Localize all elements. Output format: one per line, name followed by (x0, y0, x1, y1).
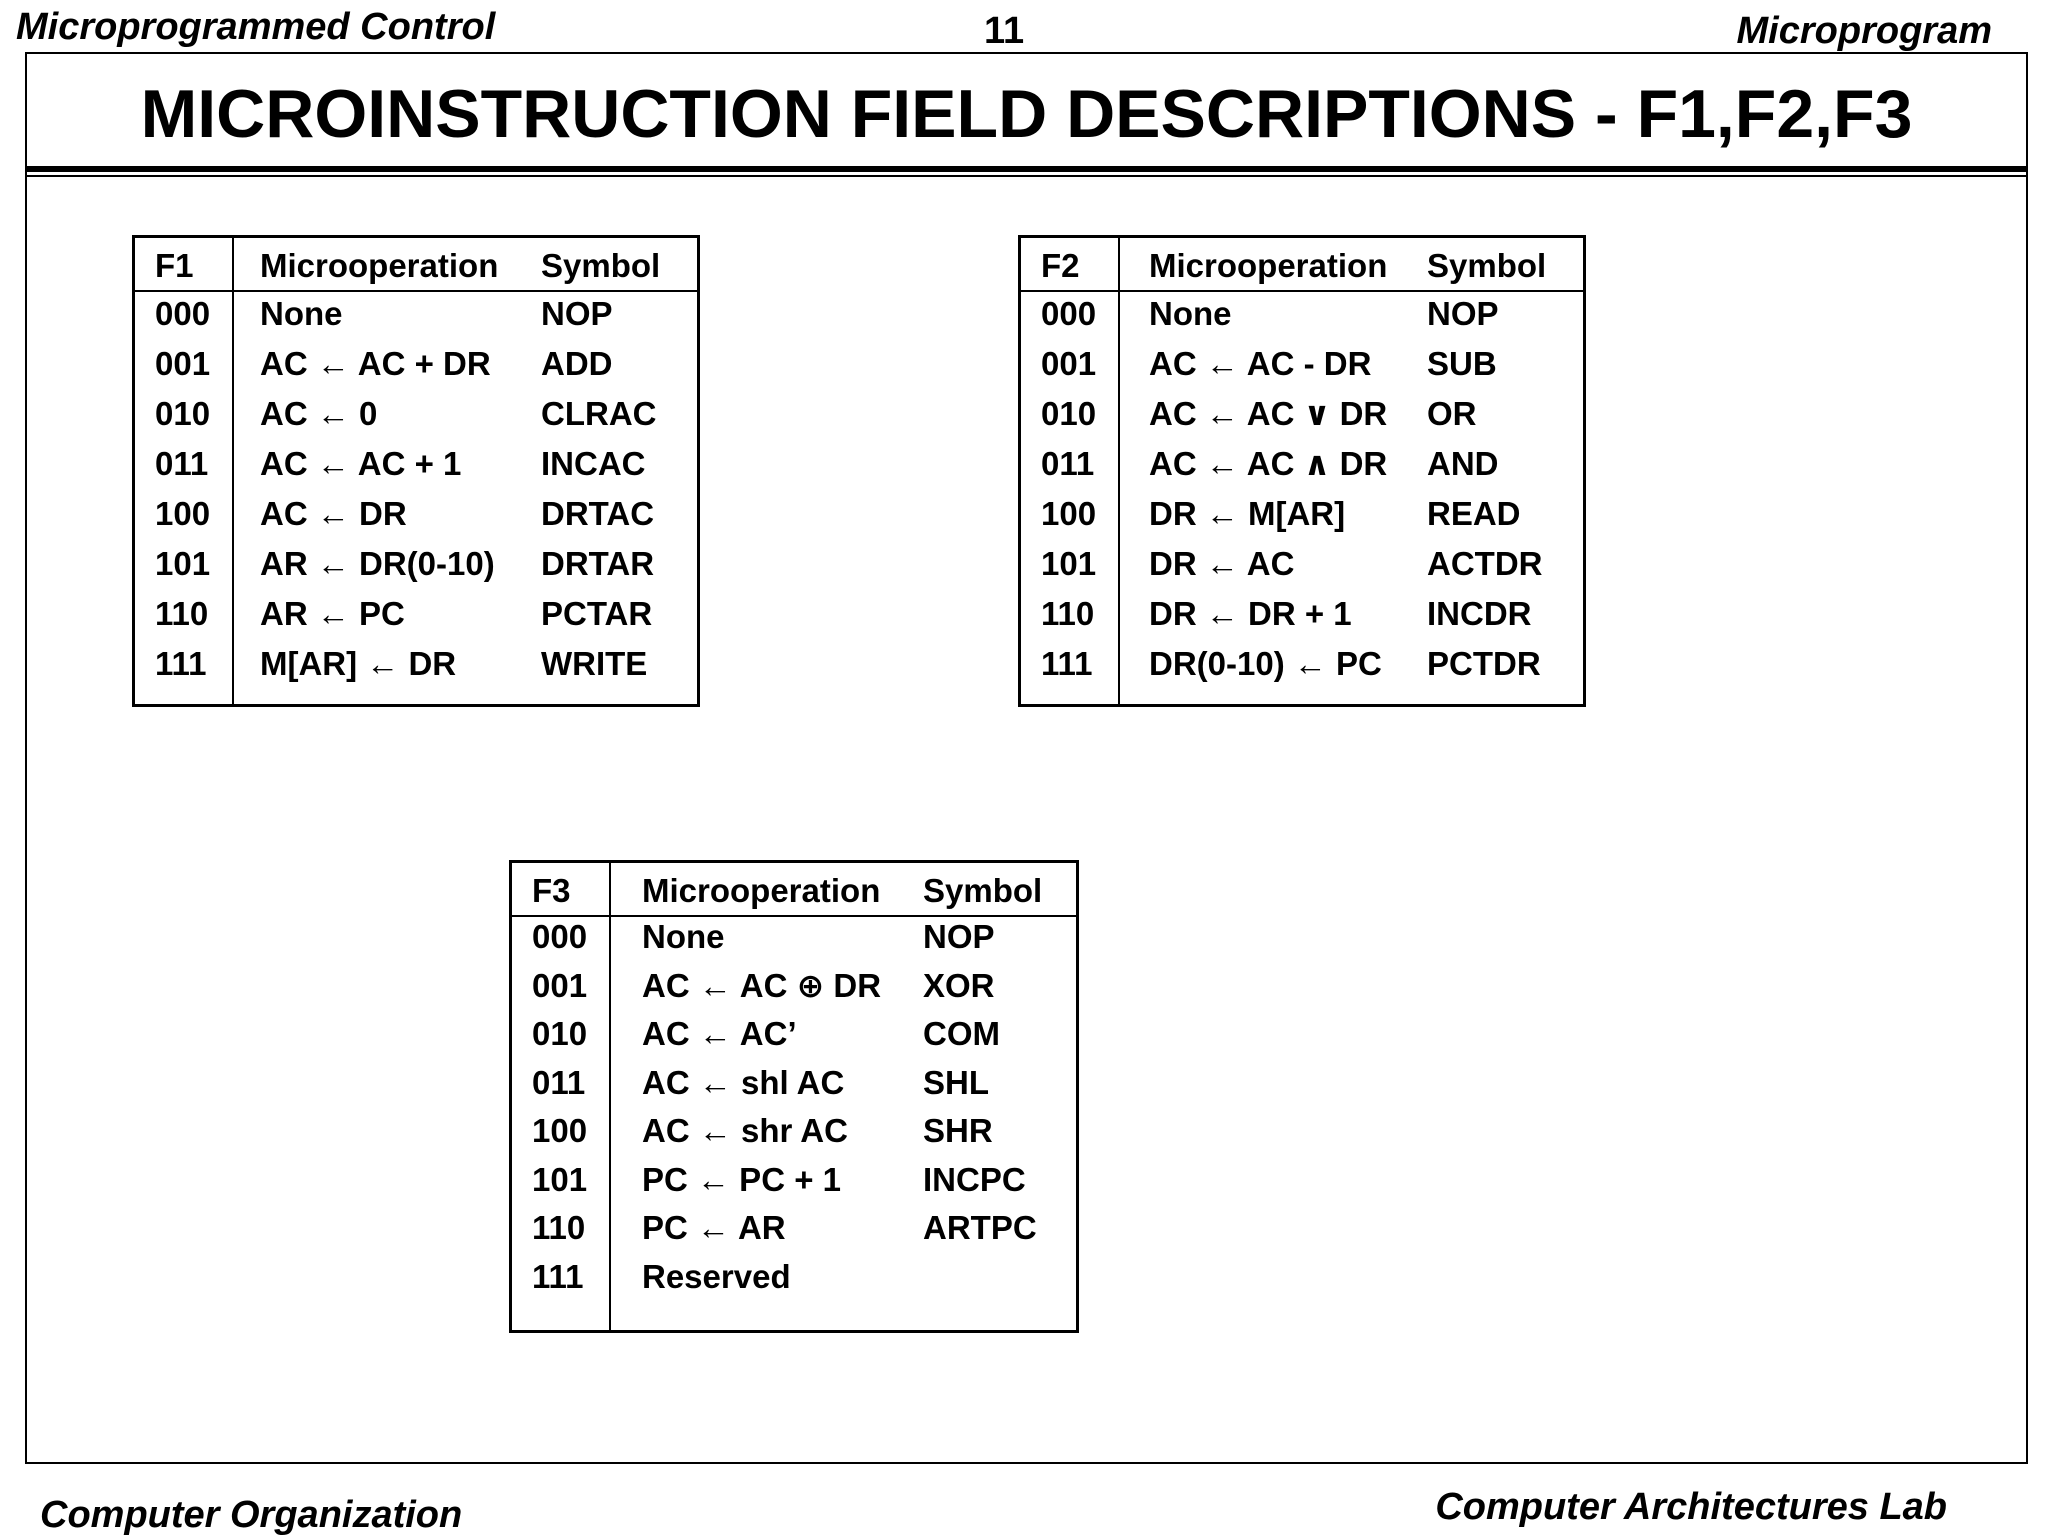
microoperation-cell: AC ← DR (260, 495, 407, 532)
code-cell: 110 (155, 595, 209, 632)
header-microoperation: Microoperation (1149, 247, 1388, 284)
table-row (512, 1257, 1076, 1297)
microoperation-cell: PC ← PC + 1 (642, 1160, 841, 1198)
header-divider (1021, 290, 1583, 292)
microoperation-cell: AC ← shr AC (642, 1112, 848, 1149)
page-number: 11 (984, 10, 1025, 52)
microoperation-cell: AR ← PC (260, 595, 405, 632)
table-row (135, 444, 697, 484)
symbol-cell: CLRAC (541, 395, 657, 432)
microoperation-cell: M[AR] ← DR (260, 645, 457, 682)
header-symbol: Symbol (923, 872, 1043, 909)
code-cell: 001 (532, 966, 588, 1004)
symbol-cell: PCTAR (541, 595, 653, 632)
microoperation-cell: AC ← AC’ (642, 1015, 797, 1052)
footer-left-text: Computer Organization (40, 1494, 463, 1536)
table-row (135, 344, 697, 384)
symbol-cell: AND (1427, 445, 1499, 482)
f3-table (509, 860, 1079, 1333)
microoperation-cell: AR ← DR(0-10) (260, 545, 495, 582)
code-cell: 000 (155, 295, 211, 332)
symbol-cell: INCDR (1427, 595, 1532, 632)
microoperation-cell: None (642, 918, 725, 955)
title-underline-thin (25, 175, 2028, 177)
header-divider (135, 290, 697, 292)
symbol-cell: WRITE (541, 645, 648, 682)
microoperation-cell: PC ← AR (642, 1209, 786, 1246)
symbol-cell: SHL (923, 1063, 989, 1101)
table-row (135, 544, 697, 584)
footer-right-text: Computer Architectures Lab (1435, 1486, 1947, 1528)
code-cell: 110 (1041, 595, 1095, 632)
header-field: F1 (155, 247, 194, 284)
header-symbol: Symbol (541, 247, 661, 284)
code-cell: 010 (155, 395, 211, 432)
table-row (512, 1014, 1076, 1054)
table-row (512, 917, 1076, 957)
table-row (1021, 594, 1583, 634)
table-row (135, 594, 697, 634)
title-underline-thick (25, 166, 2028, 172)
code-cell: 101 (1041, 545, 1097, 582)
microoperation-cell: AC ← AC + 1 (260, 445, 462, 482)
table-row (135, 294, 697, 334)
symbol-cell: ADD (541, 345, 613, 382)
symbol-cell: ACTDR (1427, 545, 1543, 582)
symbol-cell: PCTDR (1427, 645, 1541, 682)
header-field: F3 (532, 872, 571, 909)
code-cell: 100 (155, 495, 211, 532)
microoperation-cell: AC ← 0 (260, 395, 378, 432)
table-row (1021, 444, 1583, 484)
symbol-cell: XOR (923, 966, 995, 1004)
code-cell: 100 (1041, 495, 1097, 532)
symbol-cell: INCPC (923, 1160, 1026, 1198)
table-row (1021, 394, 1583, 434)
table-row (135, 494, 697, 534)
table-row (512, 1208, 1076, 1248)
code-cell: 010 (1041, 395, 1097, 432)
header-microoperation: Microoperation (260, 247, 499, 284)
code-cell: 111 (155, 645, 207, 682)
microoperation-cell: None (260, 295, 343, 332)
f2-table (1018, 235, 1586, 707)
symbol-cell: SUB (1427, 345, 1497, 382)
table-row (1021, 344, 1583, 384)
code-cell: 110 (532, 1209, 586, 1246)
code-cell: 001 (155, 345, 211, 382)
page-title: MICROINSTRUCTION FIELD DESCRIPTIONS - F1,F2,F3 (140, 76, 1913, 152)
header-right-text: Microprogram (1736, 10, 1992, 52)
symbol-cell: DRTAC (541, 495, 655, 532)
header-microoperation: Microoperation (642, 872, 881, 909)
microoperation-cell: DR ← DR + 1 (1149, 595, 1352, 632)
microoperation-cell: DR ← AC (1149, 545, 1295, 582)
code-cell: 000 (1041, 295, 1097, 332)
code-cell: 011 (155, 445, 209, 482)
symbol-cell: NOP (541, 295, 613, 332)
header-field: F2 (1041, 247, 1080, 284)
table-row (512, 1160, 1076, 1200)
code-cell: 000 (532, 918, 588, 955)
header-left-text: Microprogrammed Control (16, 6, 496, 48)
symbol-cell: READ (1427, 495, 1521, 532)
code-cell: 100 (532, 1112, 588, 1149)
table-header-row (135, 246, 697, 286)
table-row (1021, 294, 1583, 334)
symbol-cell: SHR (923, 1112, 993, 1149)
microoperation-cell: AC ← AC ∧ DR (1149, 445, 1388, 482)
table-row (512, 966, 1076, 1006)
microoperation-cell: AC ← shl AC (642, 1063, 845, 1101)
microoperation-cell: AC ← AC ⊕ DR (642, 966, 882, 1004)
code-cell: 111 (1041, 645, 1093, 682)
table-header-row (1021, 246, 1583, 286)
symbol-cell: OR (1427, 395, 1477, 432)
symbol-cell: NOP (1427, 295, 1499, 332)
table-header-row (512, 871, 1076, 911)
table-row (135, 644, 697, 684)
code-cell: 011 (532, 1063, 586, 1101)
code-cell: 101 (155, 545, 211, 582)
symbol-cell: NOP (923, 918, 995, 955)
microoperation-cell: AC ← AC + DR (260, 345, 491, 382)
table-row (1021, 644, 1583, 684)
table-row (512, 1111, 1076, 1151)
f1-table (132, 235, 700, 707)
microoperation-cell: AC ← AC ∨ DR (1149, 395, 1388, 432)
code-cell: 101 (532, 1160, 588, 1198)
microoperation-cell: DR ← M[AR] (1149, 495, 1346, 532)
symbol-cell: COM (923, 1015, 1000, 1052)
symbol-cell: DRTAR (541, 545, 655, 582)
code-cell: 010 (532, 1015, 588, 1052)
microoperation-cell: AC ← AC - DR (1149, 345, 1372, 382)
code-cell: 001 (1041, 345, 1097, 382)
microoperation-cell: DR(0-10) ← PC (1149, 645, 1382, 682)
table-row (1021, 494, 1583, 534)
header-symbol: Symbol (1427, 247, 1547, 284)
table-row (1021, 544, 1583, 584)
table-row (135, 394, 697, 434)
code-cell: 111 (532, 1257, 584, 1295)
code-cell: 011 (1041, 445, 1095, 482)
microoperation-cell: Reserved (642, 1257, 791, 1295)
symbol-cell: ARTPC (923, 1209, 1037, 1246)
microoperation-cell: None (1149, 295, 1232, 332)
symbol-cell: INCAC (541, 445, 646, 482)
table-row (512, 1063, 1076, 1103)
